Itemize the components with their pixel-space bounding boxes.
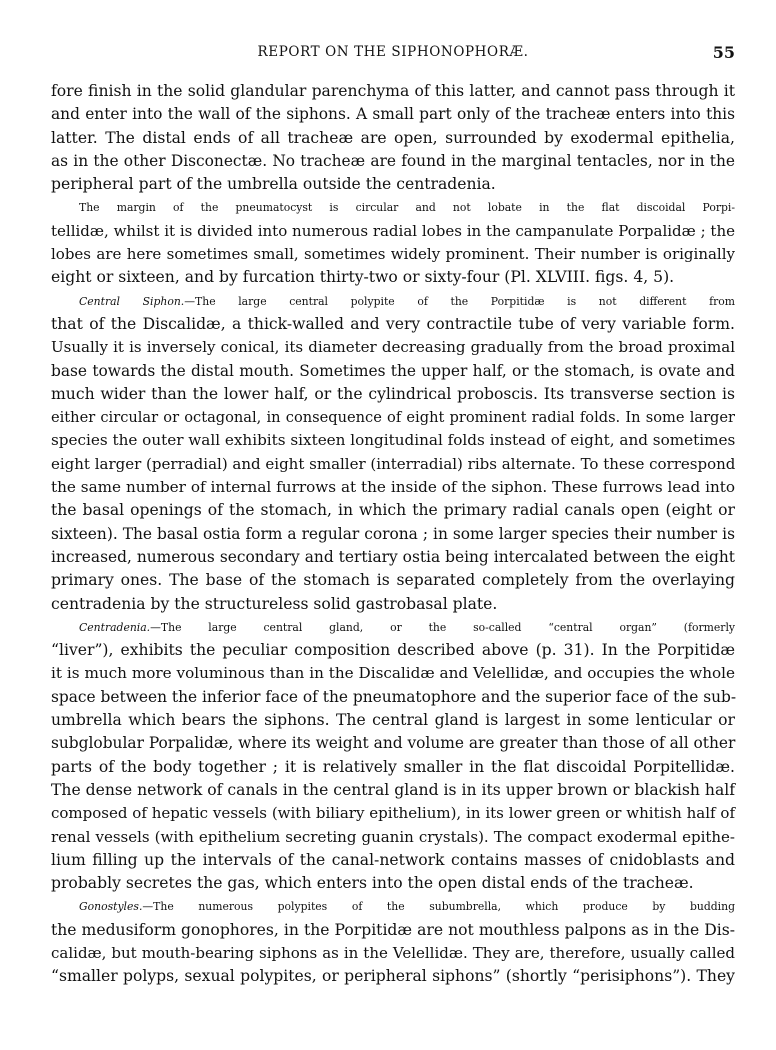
text-line bbox=[51, 756, 735, 779]
text-line bbox=[51, 919, 735, 942]
line-text: it is much more voluminous than in the Discalidæ and Velellidæ, and occupies the whole bbox=[51, 664, 735, 683]
line-text: the basal openings of the stomach, in which the primary radial canals open (eight or bbox=[51, 501, 735, 520]
text-line bbox=[51, 476, 735, 499]
text-line bbox=[51, 779, 735, 802]
line-text: lobes are here sometimes small, sometimes widely prominent. Their number is originally bbox=[51, 245, 735, 264]
line-text: as in the other Disconectæ. No tracheæ are found in the marginal tentacles, nor in the bbox=[51, 151, 735, 170]
body-text bbox=[51, 80, 735, 989]
text-line bbox=[51, 127, 735, 150]
line-text: much wider than the lower half, or the cylindrical proboscis. Its transverse section is bbox=[51, 384, 735, 403]
text-line bbox=[51, 499, 735, 522]
text-line bbox=[51, 243, 735, 266]
line-text: eight larger (perradial) and eight smaller (interradial) ribs alternate. To these correspond bbox=[51, 454, 736, 473]
line-text: that of the Discalidæ, a thick-walled and very contractile tube of very variable form. bbox=[51, 314, 735, 333]
line-text: peripheral part of the umbrella outside the centradenia. bbox=[51, 175, 496, 194]
line-text: latter. The distal ends of all tracheæ are open, surrounded by exodermal epithelia, bbox=[51, 128, 735, 147]
paragraph bbox=[51, 196, 735, 289]
text-line bbox=[51, 453, 735, 476]
text-line bbox=[51, 429, 735, 452]
text-line bbox=[51, 220, 735, 243]
text-line bbox=[51, 569, 735, 592]
text-line bbox=[51, 336, 735, 359]
line-text: space between the inferior face of the pneumatophore and the superior face of the sub- bbox=[51, 687, 737, 706]
text-line bbox=[51, 266, 735, 289]
line-text: renal vessels (with epithelium secreting guanin crystals). The compact exodermal epithe- bbox=[51, 827, 735, 846]
text-line bbox=[51, 80, 735, 103]
text-line bbox=[51, 965, 735, 988]
section-heading: Gonostyles. bbox=[79, 900, 143, 914]
line-text: centradenia by the structureless solid gastrobasal plate. bbox=[51, 594, 498, 613]
section-heading: Central Siphon. bbox=[79, 294, 185, 308]
line-text: The margin of the pneumatocyst is circular and not lobate in the flat discoidal Porpi- bbox=[79, 201, 735, 215]
text-line bbox=[51, 895, 735, 918]
text-line bbox=[51, 360, 735, 383]
text-line bbox=[51, 546, 735, 569]
section-heading: Centradenia. bbox=[79, 620, 151, 634]
text-line bbox=[51, 406, 735, 429]
text-line bbox=[51, 103, 735, 126]
line-text: and enter into the wall of the siphons. A small part only of the tracheæ enters into this bbox=[51, 105, 735, 124]
running-title: REPORT ON THE SIPHONOPHORÆ. bbox=[257, 44, 529, 60]
line-text: lium filling up the intervals of the canal-network contains masses of cnidoblasts and bbox=[51, 850, 735, 869]
line-text: “smaller polyps, sexual polypites, or peripheral siphons” (shortly “perisiphons”). They bbox=[51, 967, 735, 986]
line-text: the medusiform gonophores, in the Porpitidæ are not mouthless palpons as in the Dis- bbox=[51, 920, 735, 939]
line-text: either circular or octagonal, in consequence of eight prominent radial folds. In some larger bbox=[51, 409, 735, 427]
text-line bbox=[51, 383, 735, 406]
text-line bbox=[51, 662, 735, 685]
line-text: parts of the body together ; it is relatively smaller in the flat discoidal Porpitellidæ. bbox=[51, 757, 735, 776]
text-line bbox=[51, 196, 735, 219]
line-text: “liver”), exhibits the peculiar composition described above (p. 31). In the Porpitidæ bbox=[51, 641, 735, 660]
line-text: tellidæ, whilst it is divided into numerous radial lobes in the campanulate Porpalidæ ; the bbox=[51, 221, 735, 240]
line-text: calidæ, but mouth-bearing siphons as in the Velellidæ. They are, therefore, usually called bbox=[51, 943, 735, 962]
line-text: The dense network of canals in the central gland is in its upper brown or blackish half bbox=[51, 780, 735, 799]
text-line bbox=[51, 709, 735, 732]
text-line bbox=[51, 732, 735, 755]
text-line bbox=[51, 802, 735, 825]
line-text: —The large central polypite of the Porpitidæ is not different from bbox=[184, 294, 736, 308]
text-line bbox=[51, 686, 735, 709]
text-line bbox=[51, 313, 735, 336]
line-text: Usually it is inversely conical, its diameter decreasing gradually from the broad proximal bbox=[51, 338, 735, 357]
line-text: base towards the distal mouth. Sometimes the upper half, or the stomach, is ovate and bbox=[51, 361, 735, 380]
line-text: —The numerous polypites of the subumbrella, which produce by budding bbox=[142, 900, 735, 914]
line-text: the same number of internal furrows at the inside of the siphon. These furrows lead into bbox=[51, 478, 735, 497]
text-line bbox=[51, 173, 735, 196]
text-line bbox=[51, 849, 735, 872]
page-number: 55 bbox=[712, 43, 735, 62]
text-line bbox=[51, 593, 735, 616]
text-line bbox=[51, 150, 735, 173]
text-line bbox=[51, 942, 735, 965]
paragraph bbox=[51, 616, 735, 896]
line-text: fore finish in the solid glandular parenchyma of this latter, and cannot pass through it bbox=[51, 82, 735, 100]
line-text: probably secretes the gas, which enters into the open distal ends of the tracheæ. bbox=[51, 874, 694, 893]
text-line bbox=[51, 872, 735, 895]
line-text: species the outer wall exhibits sixteen longitudinal folds instead of eight, and sometimes bbox=[51, 431, 736, 450]
line-text: composed of hepatic vessels (with biliary epithelium), in its lower green or whitish half of bbox=[51, 804, 735, 823]
paragraph bbox=[51, 290, 735, 616]
paragraph bbox=[51, 895, 735, 988]
text-line bbox=[51, 523, 735, 546]
line-text: eight or sixteen, and by furcation thirty-two or sixty-four (Pl. XLVIII. figs. 4, 5). bbox=[51, 268, 675, 287]
line-text: increased, numerous secondary and tertiary ostia being intercalated between the eight bbox=[51, 547, 735, 566]
line-text: umbrella which bears the siphons. The central gland is largest in some lenticular or bbox=[51, 711, 735, 730]
text-line bbox=[51, 616, 735, 639]
line-text: sixteen). The basal ostia form a regular corona ; in some larger species their number is bbox=[51, 524, 735, 543]
text-line bbox=[51, 826, 735, 849]
text-line bbox=[51, 290, 735, 313]
paragraph bbox=[51, 80, 735, 196]
page-header bbox=[51, 44, 735, 64]
line-text: —The large central gland, or the so-called “central organ” (formerly bbox=[150, 620, 735, 634]
line-text: primary ones. The base of the stomach is separated completely from the overlaying bbox=[51, 571, 735, 590]
line-text: subglobular Porpalidæ, where its weight and volume are greater than those of all other bbox=[51, 734, 736, 753]
text-line bbox=[51, 639, 735, 662]
